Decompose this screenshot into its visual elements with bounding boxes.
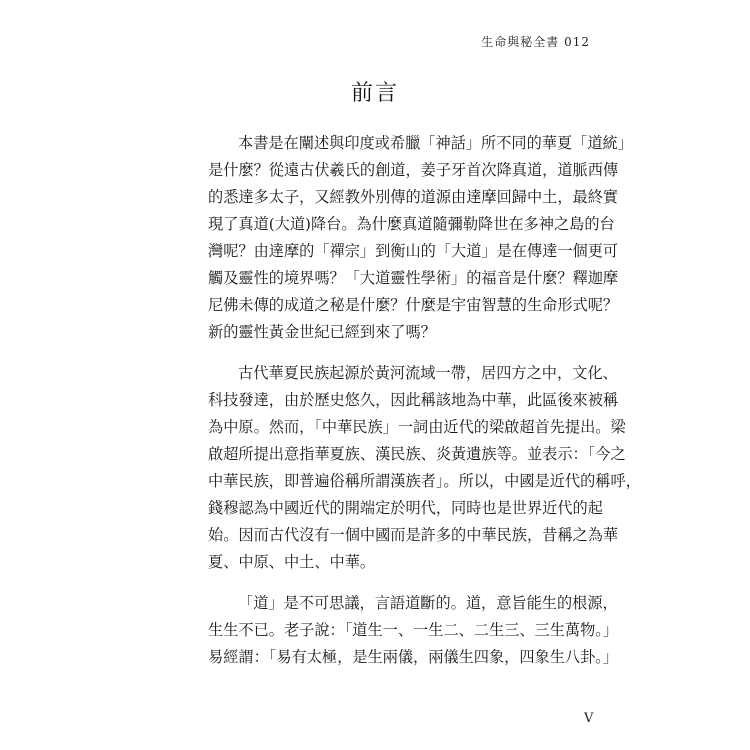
text-line: 的悉達多太子，又經教外別傳的道源由達摩回歸中土，最終實 <box>208 188 619 206</box>
text-line: 現了真道(大道)降台。為什麼真道隨彌勒降世在多神之島的台 <box>208 215 615 233</box>
text-line: 啟超所提出意指華夏族、漢民族、炎黃遺族等。並表示：「今之 <box>208 445 626 463</box>
text-line: 生生不已。老子說：「道生一、一生二、二生三、三生萬物。」 <box>208 621 619 639</box>
text-line: 灣呢？由達摩的「禪宗」到衡山的「大道」是在傳達一個更可 <box>208 242 619 260</box>
text-line: 古代華夏民族起源於黃河流域一帶，居四方之中，文化、 <box>238 364 618 382</box>
text-line: 是什麼？從遠古伏羲氏的創道，姜子牙首次降真道，道脈西傳 <box>208 161 619 179</box>
text-line: 錢穆認為中國近代的開端定於明代，同時也是世界近代的起 <box>208 499 603 517</box>
text-line: 本書是在闡述與印度或希臘「神話」所不同的華夏「道統」 <box>238 134 633 152</box>
text-line: 中華民族，即普遍俗稱所謂漢族者」。所以，中國是近代的稱呼， <box>208 472 641 490</box>
running-head: 生命與秘全書 012 <box>481 35 590 49</box>
body-text <box>208 130 641 685</box>
text-line: 「道」是不可思議，言語道斷的。道，意旨能生的根源， <box>238 594 618 612</box>
text-line: 夏、中原、中土、中華。 <box>208 553 376 571</box>
chapter-title: 前言 <box>350 81 399 106</box>
text-line: 科技發達，由於歷史悠久，因此稱該地為中華，此區後來被稱 <box>208 391 619 409</box>
text-line: 易經謂：「易有太極，是生兩儀，兩儀生四象，四象生八卦。」 <box>208 648 619 666</box>
paragraph-1 <box>208 130 633 346</box>
paragraph-2 <box>208 360 641 576</box>
text-line: 新的靈性黃金世紀已經到來了嗎？ <box>208 323 436 341</box>
page-number: V <box>584 711 594 726</box>
text-line: 始。因而古代沒有一個中國而是許多的中華民族，昔稱之為華 <box>208 526 619 544</box>
text-line: 為中原。然而，「中華民族」一詞由近代的梁啟超首先提出。梁 <box>208 418 626 436</box>
text-line: 尼佛未傳的成道之秘是什麼？什麼是宇宙智慧的生命形式呢？ <box>208 296 619 314</box>
paragraph-3 <box>208 590 619 671</box>
text-line: 觸及靈性的境界嗎？「大道靈性學術」的福音是什麼？釋迦摩 <box>208 269 619 287</box>
